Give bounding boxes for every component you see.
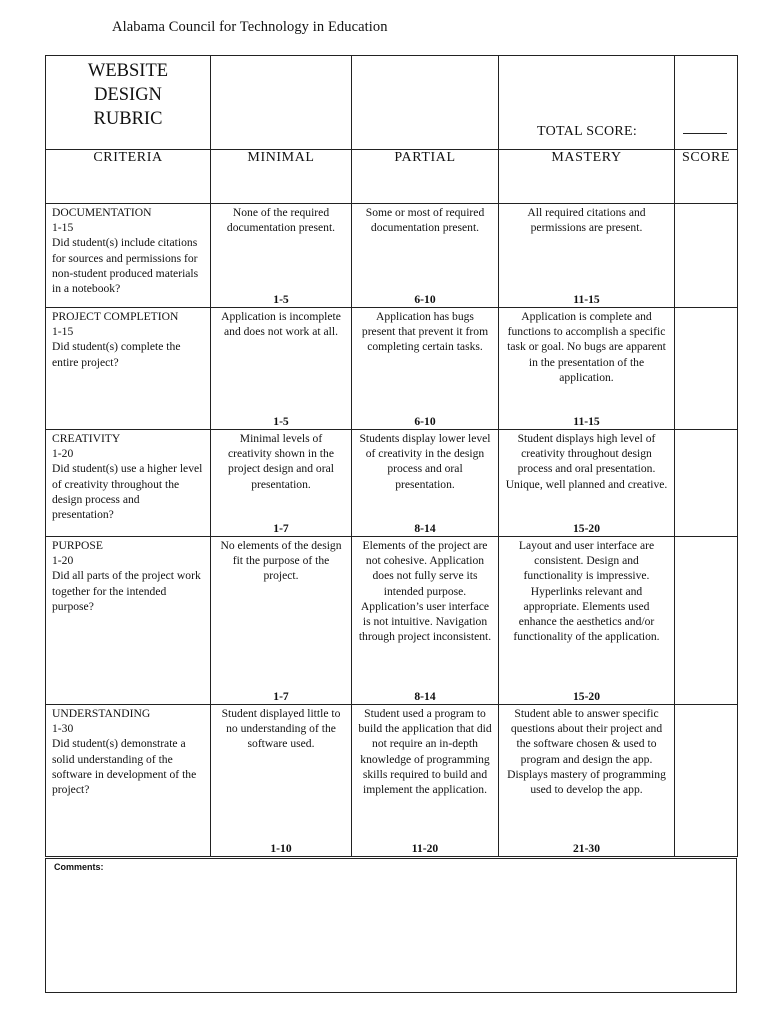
mastery-description: Student able to answer specific questions about their project and the software chosen & used to program and design the app. Displays mastery of programming used to develop the app. bbox=[507, 707, 666, 797]
mastery-description: Layout and user interface are consistent. Design and functionality is impressive. Hyperlinks relevant and appropriate. Elements used enhance the aesthetics and/or functionality of the application. bbox=[513, 539, 660, 644]
mastery-description: All required citations and permissions are present. bbox=[527, 206, 646, 235]
title-line: RUBRIC bbox=[93, 109, 163, 129]
criteria-question: Did all parts of the project work together for the intended purpose? bbox=[52, 569, 201, 613]
minimal-points: 1-5 bbox=[273, 415, 289, 428]
column-header-criteria: CRITERIA bbox=[46, 150, 211, 204]
mastery-cell bbox=[499, 308, 675, 430]
criteria-name: DOCUMENTATION bbox=[52, 206, 152, 219]
criteria-row-understanding bbox=[46, 705, 738, 857]
organization-name: Alabama Council for Technology in Education bbox=[112, 19, 388, 35]
partial-description: Students display lower level of creativity in the design process and oral presentation. bbox=[359, 432, 491, 491]
criteria-range: 1-20 bbox=[52, 447, 74, 461]
partial-description: Application has bugs present that prevent it from completing certain tasks. bbox=[361, 310, 489, 354]
column-header-minimal: MINIMAL bbox=[211, 150, 352, 204]
criteria-question: Did student(s) use a higher level of creativity throughout the design process and presentation? bbox=[52, 462, 203, 522]
column-header-row bbox=[46, 150, 738, 204]
criteria-row-purpose bbox=[46, 537, 738, 705]
criteria-range: 1-20 bbox=[52, 554, 74, 568]
criteria-range: 1-15 bbox=[52, 221, 74, 235]
title-blank-cell bbox=[352, 56, 499, 150]
score-cell[interactable] bbox=[675, 308, 738, 430]
title-line: DESIGN bbox=[94, 85, 162, 105]
partial-cell bbox=[352, 430, 499, 537]
criteria-name: CREATIVITY bbox=[52, 432, 121, 445]
mastery-description: Application is complete and functions to accomplish a specific task or goal. No bugs are apparent in the presentation of the application. bbox=[507, 310, 666, 384]
minimal-description: Student displayed little to no understanding of the software used. bbox=[221, 707, 341, 751]
column-header-partial: PARTIAL bbox=[352, 150, 499, 204]
partial-cell bbox=[352, 705, 499, 857]
criteria-question: Did student(s) demonstrate a solid understanding of the software in development of the project? bbox=[52, 737, 197, 797]
mastery-description: Student displays high level of creativity throughout design process and oral presentation. Unique, well planned and creative. bbox=[505, 432, 668, 491]
mastery-cell bbox=[499, 430, 675, 537]
minimal-cell bbox=[211, 430, 352, 537]
rubric-title bbox=[46, 56, 211, 150]
criteria-name: PROJECT COMPLETION bbox=[52, 310, 179, 323]
criteria-range: 1-30 bbox=[52, 722, 74, 736]
score-cell[interactable] bbox=[675, 537, 738, 705]
partial-description: Elements of the project are not cohesive. Application does not fully serve its intended purpose. Application’s user interface is not intuitive. Navigation through project inconsistent. bbox=[358, 539, 492, 644]
total-score-line bbox=[683, 133, 727, 134]
total-score-label-cell bbox=[499, 56, 675, 150]
partial-description: Some or most of required documentation present. bbox=[365, 206, 485, 235]
partial-cell bbox=[352, 537, 499, 705]
column-header-score: SCORE bbox=[675, 150, 738, 204]
partial-points: 8-14 bbox=[414, 690, 436, 703]
total-score-label: TOTAL SCORE: bbox=[537, 124, 638, 139]
column-header-mastery: MASTERY bbox=[499, 150, 675, 204]
title-line: WEBSITE bbox=[87, 61, 169, 81]
criteria-row-project-completion bbox=[46, 308, 738, 430]
minimal-points: 1-7 bbox=[273, 690, 289, 703]
criteria-name: PURPOSE bbox=[52, 539, 103, 552]
criteria-cell bbox=[46, 430, 211, 537]
mastery-points: 15-20 bbox=[572, 522, 601, 535]
criteria-question: Did student(s) complete the entire project? bbox=[52, 340, 181, 369]
partial-cell bbox=[352, 308, 499, 430]
score-cell[interactable] bbox=[675, 705, 738, 857]
comments-box[interactable] bbox=[45, 858, 737, 993]
minimal-cell bbox=[211, 705, 352, 857]
partial-points: 8-14 bbox=[414, 522, 436, 535]
minimal-points: 1-5 bbox=[273, 293, 289, 306]
minimal-cell bbox=[211, 308, 352, 430]
criteria-row-creativity bbox=[46, 430, 738, 537]
criteria-cell bbox=[46, 705, 211, 857]
partial-points: 11-20 bbox=[411, 842, 439, 855]
mastery-cell bbox=[499, 537, 675, 705]
partial-points: 6-10 bbox=[414, 415, 436, 428]
title-row bbox=[46, 56, 738, 150]
minimal-description: Application is incomplete and does not work at all. bbox=[221, 310, 341, 339]
comments-label: Comments: bbox=[54, 862, 104, 872]
criteria-cell bbox=[46, 308, 211, 430]
criteria-cell bbox=[46, 537, 211, 705]
minimal-cell bbox=[211, 204, 352, 308]
score-cell[interactable] bbox=[675, 204, 738, 308]
rubric-table bbox=[45, 55, 738, 857]
minimal-description: Minimal levels of creativity shown in the project design and oral presentation. bbox=[228, 432, 334, 491]
minimal-points: 1-7 bbox=[273, 522, 289, 535]
minimal-description: No elements of the design fit the purpose of the project. bbox=[220, 539, 342, 583]
mastery-points: 15-20 bbox=[572, 690, 601, 703]
minimal-cell bbox=[211, 537, 352, 705]
criteria-question: Did student(s) include citations for sources and permissions for non-student produced materials in a notebook? bbox=[52, 236, 199, 296]
mastery-cell bbox=[499, 204, 675, 308]
total-score-field[interactable] bbox=[675, 56, 738, 150]
partial-description: Student used a program to build the application that did not require an in-depth knowledge of programming skills required to build and implement the application. bbox=[358, 707, 492, 797]
minimal-points: 1-10 bbox=[270, 842, 292, 855]
partial-cell bbox=[352, 204, 499, 308]
mastery-points: 11-15 bbox=[573, 415, 600, 428]
partial-points: 6-10 bbox=[414, 293, 436, 306]
score-cell[interactable] bbox=[675, 430, 738, 537]
title-blank-cell bbox=[211, 56, 352, 150]
criteria-name: UNDERSTANDING bbox=[52, 707, 151, 720]
criteria-cell bbox=[46, 204, 211, 308]
mastery-points: 11-15 bbox=[573, 293, 600, 306]
criteria-row-documentation bbox=[46, 204, 738, 308]
minimal-description: None of the required documentation present. bbox=[226, 206, 336, 235]
mastery-cell bbox=[499, 705, 675, 857]
criteria-range: 1-15 bbox=[52, 325, 74, 339]
mastery-points: 21-30 bbox=[572, 842, 601, 855]
